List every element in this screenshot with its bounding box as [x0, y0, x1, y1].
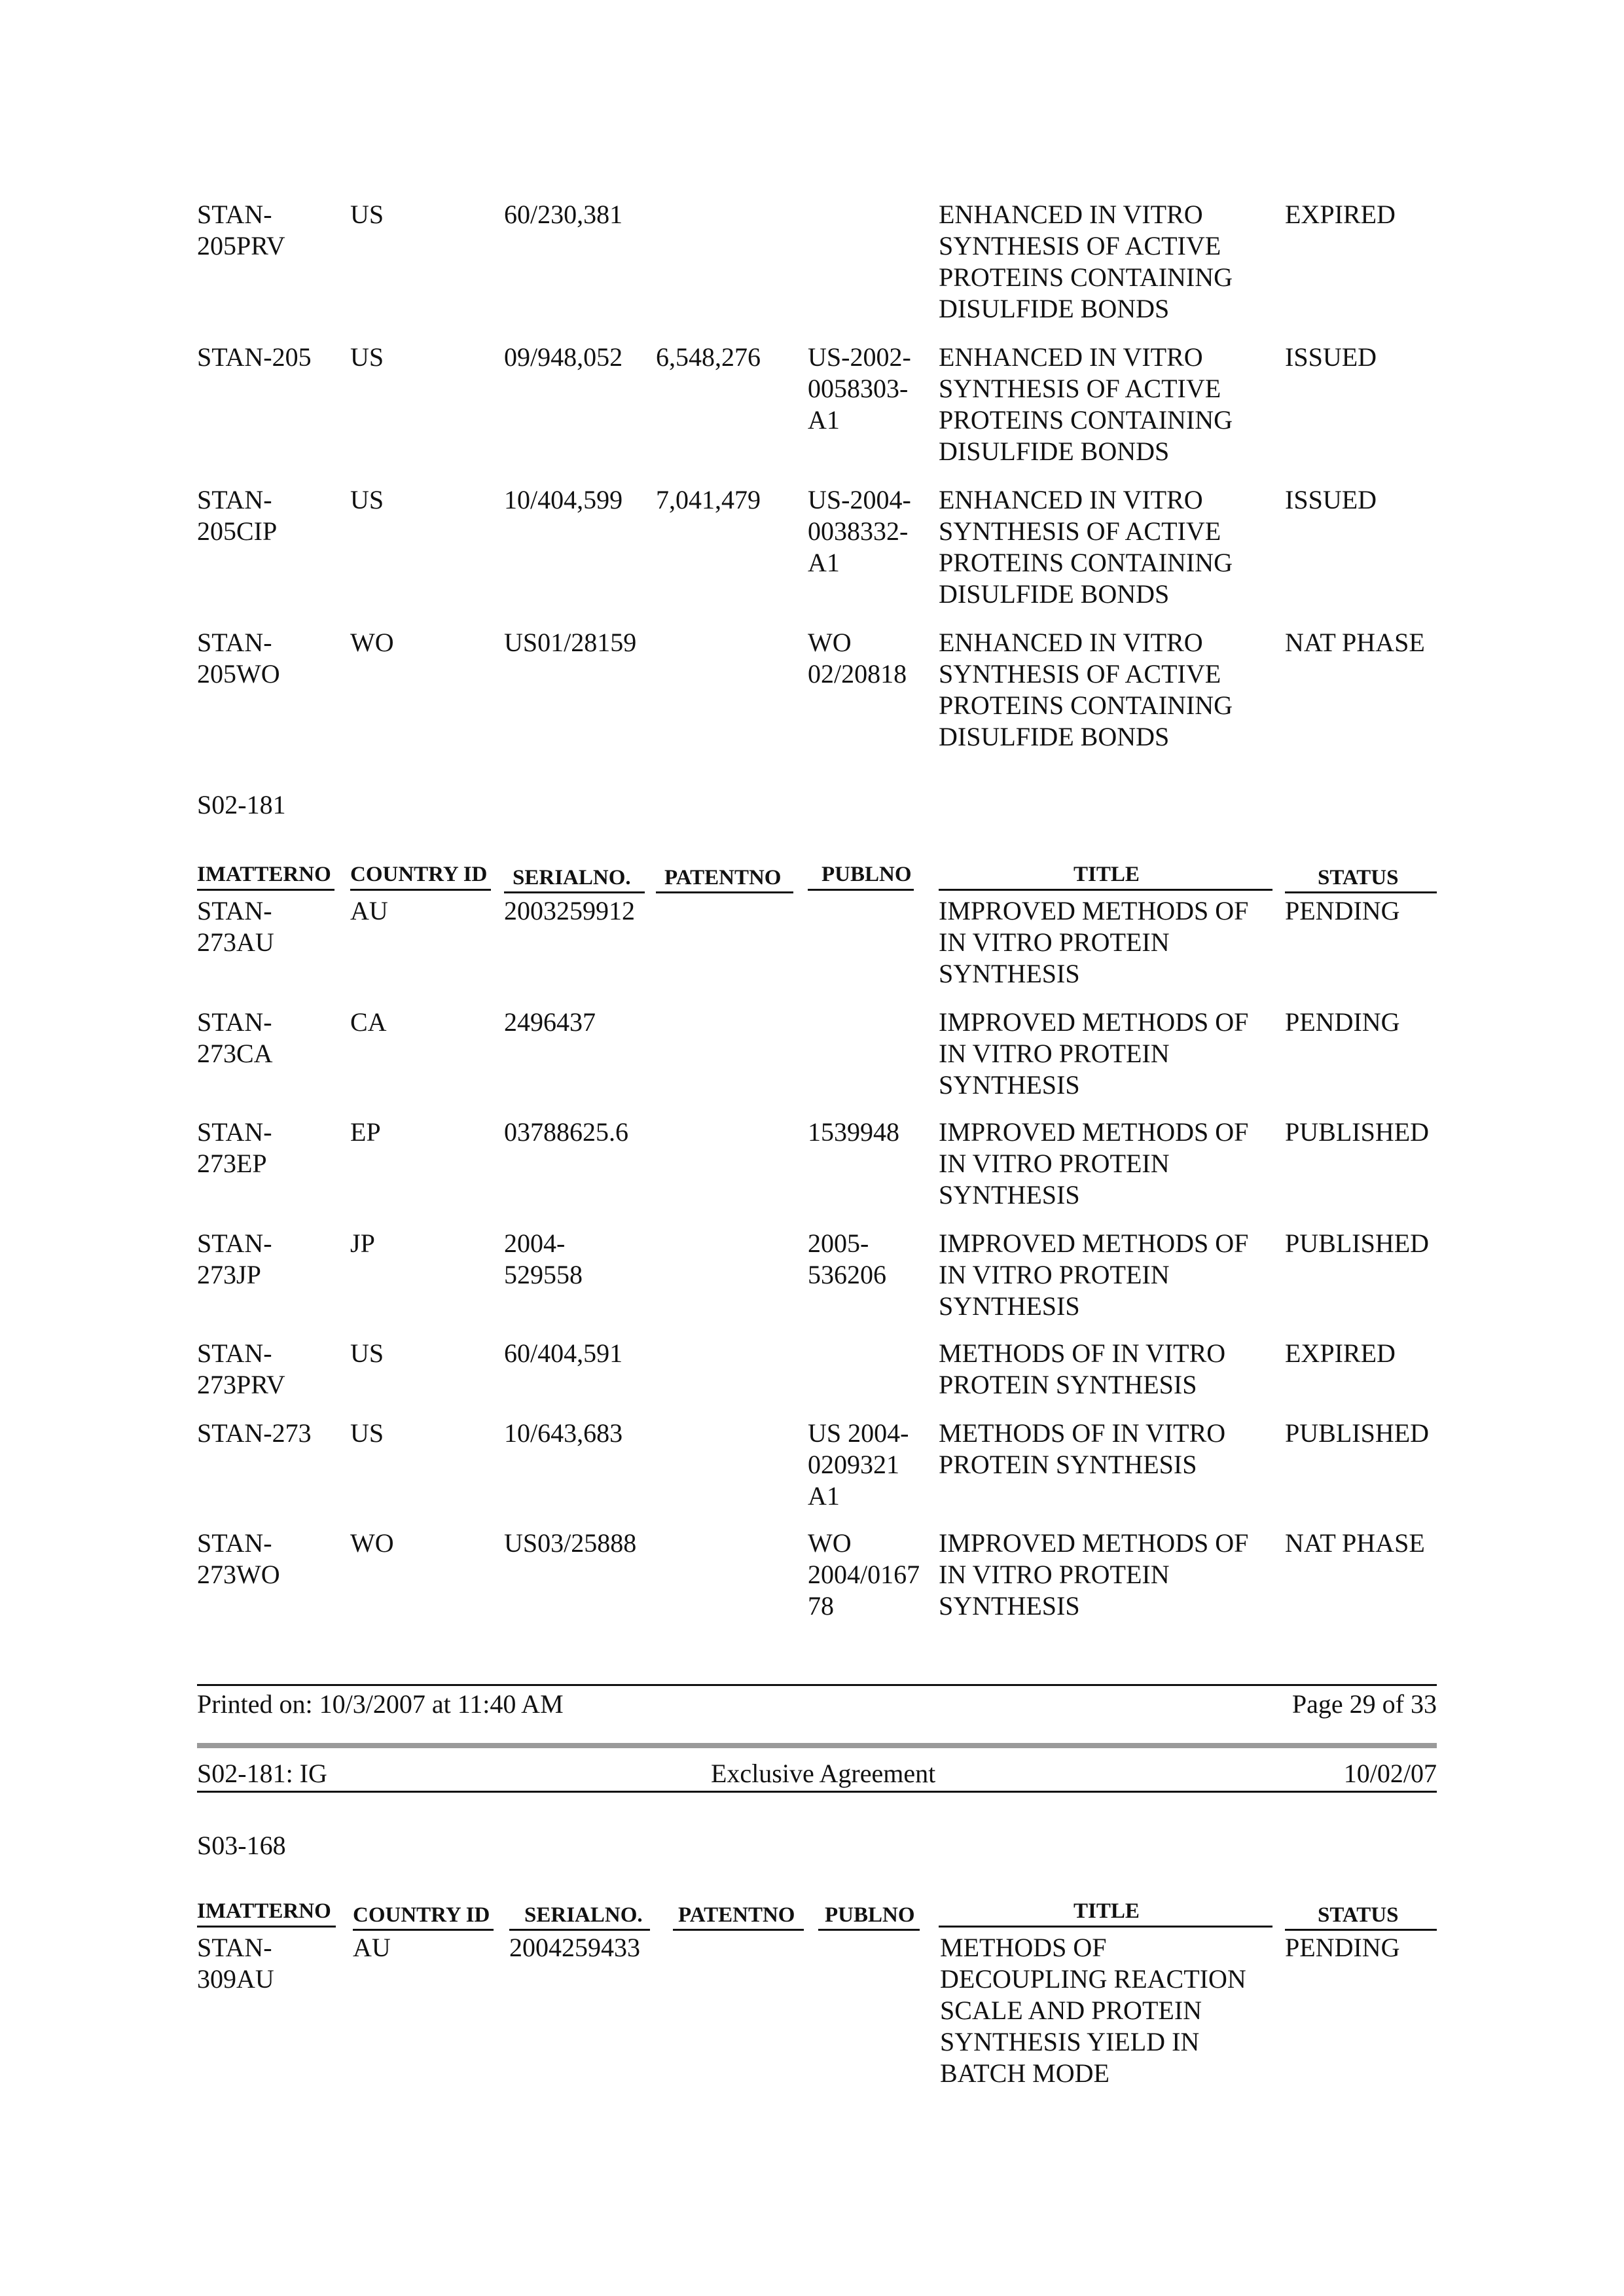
cell-title: IMPROVED METHODS OF IN VITRO PROTEIN SYNTHESIS	[939, 896, 1249, 988]
cell-country: CA	[350, 1007, 387, 1037]
footer-printed: Printed on: 10/3/2007 at 11:40 AM	[197, 1689, 564, 1719]
header-underline	[1285, 1929, 1437, 1931]
cell-country: US	[350, 1418, 384, 1448]
cell-status: NAT PHASE	[1285, 628, 1425, 657]
header-country: COUNTRY ID	[350, 863, 488, 886]
cell-title: ENHANCED IN VITRO SYNTHESIS OF ACTIVE PROTEINS CONTAINING DISULFIDE BONDS	[939, 485, 1233, 609]
header-status: STATUS	[1318, 1903, 1399, 1927]
cell-title: ENHANCED IN VITRO SYNTHESIS OF ACTIVE PROTEINS CONTAINING DISULFIDE BONDS	[939, 628, 1233, 751]
header-underline	[504, 891, 645, 893]
cell-status: ISSUED	[1285, 342, 1377, 372]
cell-status: EXPIRED	[1285, 200, 1396, 229]
header-underline	[939, 889, 1272, 891]
cell-serial: 10/404,599	[504, 485, 623, 514]
header-doc-date: 10/02/07	[1343, 1759, 1437, 1788]
cell-serial: 60/404,591	[504, 1338, 623, 1368]
cell-serial: US03/25888	[504, 1528, 637, 1558]
cell-serial: 2004259433	[509, 1933, 640, 1962]
cell-serial: 2003259912	[504, 896, 635, 925]
footer-page-number: Page 29 of 33	[1291, 1689, 1437, 1719]
cell-publ: WO 02/20818	[808, 628, 907, 689]
header-serial: SERIALNO.	[524, 1903, 643, 1927]
cell-serial: 03788625.6	[504, 1117, 628, 1147]
cell-imatterno: STAN- 205WO	[197, 628, 280, 689]
cell-imatterno: STAN- 309AU	[197, 1933, 274, 1994]
cell-title: ENHANCED IN VITRO SYNTHESIS OF ACTIVE PROTEINS CONTAINING DISULFIDE BONDS	[939, 342, 1233, 466]
cell-imatterno: STAN- 273PRV	[197, 1338, 285, 1399]
header-country: COUNTRY ID	[353, 1903, 490, 1927]
cell-imatterno: STAN- 273EP	[197, 1117, 272, 1178]
header-publ: PUBLNO	[821, 863, 912, 886]
header-underline	[350, 889, 491, 891]
cell-imatterno: STAN-205	[197, 342, 312, 372]
header-patent: PATENTNO	[678, 1903, 795, 1927]
cell-publ: US-2004- 0038332- A1	[808, 485, 911, 577]
cell-country: JP	[350, 1229, 375, 1258]
cell-title: METHODS OF IN VITRO PROTEIN SYNTHESIS	[939, 1338, 1226, 1399]
header-underline	[939, 1926, 1272, 1928]
header-serial: SERIALNO.	[513, 866, 631, 889]
cell-patent: 7,041,479	[656, 485, 761, 514]
cell-title: METHODS OF DECOUPLING REACTION SCALE AND PROTEIN SYNTHESIS YIELD IN BATCH MODE	[940, 1933, 1246, 2088]
cell-title: IMPROVED METHODS OF IN VITRO PROTEIN SYNTHESIS	[939, 1528, 1249, 1621]
header-title: TITLE	[1074, 1899, 1140, 1923]
cell-imatterno: STAN- 205PRV	[197, 200, 285, 260]
header-underline	[818, 1929, 920, 1931]
header-underline	[197, 889, 334, 891]
header-rule	[197, 1791, 1437, 1793]
cell-publ: US-2002- 0058303- A1	[808, 342, 911, 435]
cell-status: EXPIRED	[1285, 1338, 1396, 1368]
header-imatterno: IMATTERNO	[197, 863, 331, 886]
cell-title: IMPROVED METHODS OF IN VITRO PROTEIN SYNTHESIS	[939, 1229, 1249, 1321]
header-status: STATUS	[1318, 866, 1399, 889]
cell-serial: 2004- 529558	[504, 1229, 583, 1289]
cell-title: IMPROVED METHODS OF IN VITRO PROTEIN SYNTHESIS	[939, 1117, 1249, 1210]
cell-serial: 09/948,052	[504, 342, 623, 372]
cell-country: US	[350, 1338, 384, 1368]
header-underline	[673, 1929, 804, 1931]
cell-country: EP	[350, 1117, 381, 1147]
cell-status: PUBLISHED	[1285, 1229, 1430, 1258]
cell-status: PUBLISHED	[1285, 1418, 1430, 1448]
header-doc-id: S02-181: IG	[197, 1759, 327, 1788]
cell-imatterno: STAN- 273JP	[197, 1229, 272, 1289]
cell-status: ISSUED	[1285, 485, 1377, 514]
cell-publ: WO 2004/0167 78	[808, 1528, 920, 1621]
cell-publ: 1539948	[808, 1117, 899, 1147]
header-underline	[656, 891, 793, 893]
cell-title: IMPROVED METHODS OF IN VITRO PROTEIN SYNTHESIS	[939, 1007, 1249, 1100]
cell-country: AU	[350, 896, 388, 925]
cell-imatterno: STAN- 273WO	[197, 1528, 280, 1589]
header-publ: PUBLNO	[825, 1903, 915, 1927]
header-underline	[197, 1926, 336, 1928]
cell-title: ENHANCED IN VITRO SYNTHESIS OF ACTIVE PROTEINS CONTAINING DISULFIDE BONDS	[939, 200, 1233, 323]
header-underline	[1285, 891, 1437, 893]
cell-status: PENDING	[1285, 896, 1400, 925]
cell-publ: 2005- 536206	[808, 1229, 886, 1289]
cell-country: AU	[353, 1933, 391, 1962]
cell-title: METHODS OF IN VITRO PROTEIN SYNTHESIS	[939, 1418, 1226, 1479]
cell-serial: 60/230,381	[504, 200, 623, 229]
cell-country: US	[350, 342, 384, 372]
header-title: TITLE	[1074, 863, 1140, 886]
header-underline	[353, 1929, 494, 1931]
page-break-rule	[197, 1743, 1437, 1748]
header-imatterno: IMATTERNO	[197, 1899, 331, 1923]
cell-patent: 6,548,276	[656, 342, 761, 372]
header-underline	[509, 1929, 650, 1931]
cell-publ: US 2004- 0209321 A1	[808, 1418, 909, 1511]
header-patent: PATENTNO	[664, 866, 782, 889]
cell-imatterno: STAN- 205CIP	[197, 485, 278, 546]
cell-country: US	[350, 200, 384, 229]
cell-serial: 2496437	[504, 1007, 596, 1037]
cell-imatterno: STAN- 273AU	[197, 896, 274, 957]
cell-status: PENDING	[1285, 1933, 1400, 1962]
cell-serial: 10/643,683	[504, 1418, 623, 1448]
cell-country: US	[350, 485, 384, 514]
footer-rule	[197, 1684, 1437, 1686]
cell-country: WO	[350, 628, 394, 657]
cell-serial: US01/28159	[504, 628, 637, 657]
section-label: S03-168	[197, 1831, 286, 1860]
cell-imatterno: STAN- 273CA	[197, 1007, 273, 1068]
cell-imatterno: STAN-273	[197, 1418, 312, 1448]
cell-status: NAT PHASE	[1285, 1528, 1425, 1558]
header-underline	[808, 889, 914, 891]
cell-status: PUBLISHED	[1285, 1117, 1430, 1147]
cell-status: PENDING	[1285, 1007, 1400, 1037]
section-label: S02-181	[197, 790, 286, 819]
cell-country: WO	[350, 1528, 394, 1558]
header-doc-title: Exclusive Agreement	[711, 1759, 936, 1788]
